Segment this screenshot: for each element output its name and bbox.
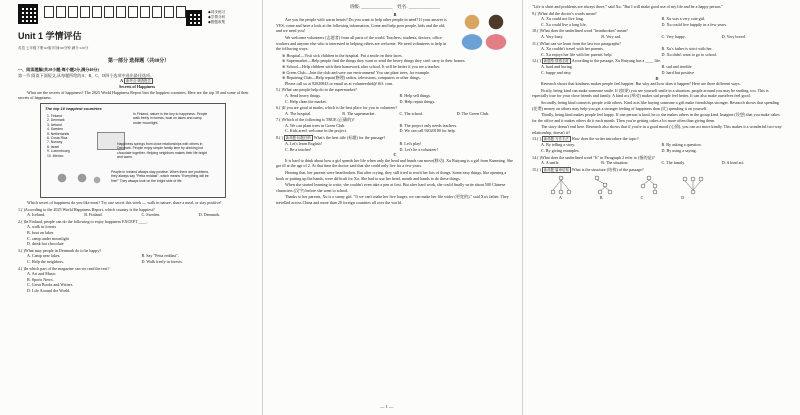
question-tag: 新命题·写作手法 (543, 137, 569, 142)
question-stem: 5.( )What can people help do in the supermarket? (276, 87, 357, 93)
answer-options (276, 123, 514, 134)
question-stem: 7.( )Which of the following is TRUE (正确的)? (276, 117, 355, 123)
answer-options (532, 34, 782, 40)
answer-option[interactable]: A. By telling a story. (541, 142, 576, 148)
column-2: 班级: ______________ 姓名: ______________ B Are you the people with warm hearts? Do you want to help other people in need? If your answer is YES, come and have a look at the following information. Come and help poor people, kids and the old, and we need you! We welcome volunteers (志愿者) from all parts of the world. Teachers, students, doctors, office workers and anyone else who is interested in helping others are welcome. We need volunteers to help in the following ways: ※ Hospital—Visit sick children in the hospital. Put a smile on their faces. ※ Supermarket—Help people find the things they want or send the heavy things they can't carry to their homes. ※ School—Help children with their homework after school. It will be better if you are a teacher. ※ Green Club—Join the club and save our environment! You can plant trees, for example. ※ Repairing Club—Help repair(修理) radios, televisions, computers or other things. Please call us at 92020843 or email us at volunteerkid@163. com. 5.( )What can people help do in the supermarket? A. Send heavy things. B. Help sell things. C. Help clean the market. D. Help repair things. 6.( )If you are good at maths, which is the best place for you to volunteer? A. The hospital. B. The supermarket. C. The school. D. The Green Club. 7.( )Which of the following is TRUE (正确的)? A. We can plant trees in Green Club. B. The project only needs teachers. C. Kids aren't welcome in the project. D. We can call 92020180 for help. 8.( ) 新命题·标题归纳 What's the best title (标题) for the passage? A. Let's learn English! B. Let's play! C. Be a teacher! D. Let's be a volunteer! C It is hard to think about how a girl spends her life when only the head and hands can move(移动). Xu Ruiyang is a girl from Kunming. She got ill at the age of 2. At that time the doctor said that she could only live for a few years. Hearing that, her parents were heartbroken. But after crying, they still tried to teach her lots of things. Some easy things, like opening a book or putting up the hands, were difficult for Xu. She had to use her head, mouth and hands to do these things. When she started learning to write, she couldn't even take a pen at first. But after hard work, she could finally write about 500 Chinese characters (汉字) before she went to school. Thanks to her parents, Xu is a sunny girl. "If we can't make her live longer, we can make her life wider (更宽的)," said Xu's father. They travelled across China and more than 20 foreign countries all over the world. (276, 4, 513, 205)
structure-diagram-a (548, 175, 574, 195)
answer-option[interactable]: C. The family. (661, 160, 686, 166)
question-6 (276, 105, 514, 116)
answer-option[interactable]: B. Help sell things. (399, 92, 431, 98)
answer-option[interactable]: B. boat on lakes (27, 229, 54, 235)
answer-option[interactable]: D. Walk freely in forests. (141, 258, 183, 264)
answer-options (532, 64, 782, 75)
question-8 (276, 135, 514, 152)
answer-option[interactable]: C. Very happy. (661, 33, 686, 39)
question-stem: 11.( )What can we learn from the last two paragraphs? (532, 40, 621, 46)
answer-option[interactable]: C. Kids aren't welcome in the project. (285, 128, 347, 134)
answer-options (18, 271, 256, 293)
happiness-infobox: The top 10 happiest countries 1. Finland 2. Denmark 3. Iceland 4. Sweden 5. Netherlands 6. Costa Rica 7. Norway 8. Israel 9. Luxembourg 10. Mexico In Finland, nature is the key to happiness. People walk freely in forests, boat on lakes and camp under moonlight. Happiness springs from close relationships with others in Denmark. People enjoy simple family time by drinking hot chocolate together. Helping neighbors makes their life bright and warm. People in Iceland always stay positive. When there are problems, they always say "Petta reddast", which means "Everything will be fine!" They always look on the bright side of life. (40, 103, 226, 198)
answer-option[interactable]: B. The supermarket. (342, 110, 376, 116)
answer-option[interactable]: A. Iceland. (27, 212, 46, 218)
answer-option[interactable]: C. The school. (399, 110, 424, 116)
question-14 (532, 155, 782, 166)
answer-option[interactable]: C. Xu could live a long life. (541, 21, 587, 27)
answer-option[interactable]: A. Xu could not live long. (541, 16, 584, 22)
question-12 (532, 58, 782, 75)
answer-option[interactable]: D. Help repair things. (399, 98, 436, 104)
answer-options (532, 160, 782, 166)
country-list: 1. Finland 2. Denmark 3. Iceland 4. Sweden 5. Netherlands 6. Costa Rica 7. Norway 8. Israel 9. Luxembourg 10. Mexico (47, 113, 70, 158)
answer-option[interactable]: C. Great Books and Writers. (27, 282, 74, 288)
people-illustration (47, 170, 107, 192)
answer-option[interactable]: D. Very bored. (721, 33, 746, 39)
answer-option[interactable]: A. walk in forests (27, 224, 57, 230)
question-9 (532, 11, 782, 28)
passage-a-p1: What are the secrets of happiness? The 2025 World Happiness Report lists the happiest countries. Here are the top 10 and some of their secrets of happiness. (18, 89, 249, 101)
question-4 (18, 266, 256, 294)
question-stem: 8.( ) 新命题·标题归纳 What's the best title (标题) for the passage? (276, 135, 386, 141)
question-stem: 4.( )In which part of the magazine can we read the text? (18, 265, 110, 271)
answer-option[interactable]: B. Xu's father is strict with her. (661, 46, 713, 52)
question-1 (18, 207, 256, 218)
question-stem: 12.( ) 新题型·情感态度 According to the passage, Xu Ruiyang has a ____ life. (532, 58, 661, 64)
answer-option[interactable]: D. By using a saying. (661, 148, 697, 154)
questions-d (532, 136, 782, 172)
answer-option[interactable]: C. Xu enjoys her life with her parents' help. (541, 51, 613, 57)
answer-options (532, 46, 782, 57)
answer-option[interactable]: A. The hospital. (285, 110, 312, 116)
questions-b (276, 87, 514, 152)
answer-option[interactable]: D. The Green Club. (456, 110, 490, 116)
question-15 (532, 167, 782, 173)
answer-options (276, 93, 514, 104)
answer-option[interactable]: A. Xu couldn't travel with her parents. (541, 46, 604, 52)
answer-option[interactable]: B. The project only needs teachers. (399, 122, 458, 128)
answer-option[interactable]: A. Very busy. (541, 33, 564, 39)
page-fold-left (262, 0, 263, 415)
answer-options (18, 224, 256, 246)
answer-option[interactable]: A. Camp near lakes. (27, 253, 61, 259)
answer-option[interactable]: C. camp under moonlight (27, 235, 69, 241)
question-2 (18, 219, 256, 247)
answer-option[interactable]: C. Help the neighbors. (27, 258, 64, 264)
question-13 (532, 136, 782, 153)
answer-option[interactable]: D. Let's be a volunteer! (399, 146, 438, 152)
page-fold-right (522, 0, 523, 415)
passage-a-title: Secrets of Happiness (118, 84, 156, 90)
answer-option[interactable]: D. Life Around the World. (27, 287, 71, 293)
answer-options (532, 16, 782, 27)
question-tag: 新命题·标题归纳 (285, 136, 311, 141)
answer-option[interactable]: A. Art and Music. (27, 271, 57, 277)
answer-option[interactable]: C. Sweden. (141, 212, 161, 218)
section-title: 第一部分 选择题（共80分） (108, 59, 170, 64)
answer-option[interactable]: B. Finland. (84, 212, 103, 218)
page-number: — 1 — (380, 404, 394, 409)
answer-options (276, 141, 514, 152)
answer-option[interactable]: C. happy and easy (541, 69, 572, 75)
question-stem: 3.( )What may people in Denmark do to be happy? (18, 247, 102, 253)
answer-options (18, 212, 256, 218)
question-stem: 10.( )What does the underlined word "heartbroken" mean? (532, 28, 628, 34)
question-stem: 14.( )What does the underlined word "It" in Paragraph 2 refer to (指的是)? (532, 154, 655, 160)
question-10 (532, 28, 782, 39)
column-3: "Life is short and problems are always there," said Xu. "But I will make good use of my life and be a happy person." 9.( )What did the doctor's words mean? A. Xu could not live long. B. Xu was a very cute girl. C. Xu could live a long life. D. Xu could live happily in a few years. 10.( )What does the underlined word "heartbroken" mean? A. Very busy. B. Very sad. C. Very happy. D. Very bored. 11.( )What can we learn from the last two paragraphs? A. Xu couldn't travel with her parents. B. Xu's father is strict with her. C. Xu enjoys her life with her parents' help. D. Xu didn't want to go to school. 12.( ) 新题型·情感态度 According to the passage, Xu Ruiyang has a ____ life. A. hard and boring B. sad and terrible C. happy and easy D. hard but positive D Research shows that kindness makes people feel happier. But why and how does it happen? Here are three different ways. Firstly, being kind can make someone smile. If (如果) you see yourself smile in a situation, people around you may be smiling, too. This is especially true for your close friends and family. A kind act (举动) makes sad people feel better. It can also make ourselves feel good. Secondly, being kind connects people with others. Kind acts like buying someone a gift make friendships stronger. Research shows that spending (花费) money on others may help you get a stronger feeling of happiness than (比) spending it on yourself. Thirdly, being kind makes people feel happy. If one person is kind, he or she makes others in the group kind. Imagine (设想) that you make cakes for the office and it makes others do it each month. Then you're getting cakes a lot more often than giving them. The story doesn't end here. Research also shows that if you're in a good mood (心情), you can act more kindly. This makes it a wonderful two-way relationship, doesn't it? 13.( ) 新命题·写作手法 How does the writer introduce the topic? A. By telling a story. B. By asking a question. C. By giving examples. D. By using a saying. 14.( )What does the underlined word "It" in Paragraph 2 refer to (指的是)? A. A smile. B. The situation. C. The family. D. A kind act. 15.( ) 新命题·篇章结构 What is the structure (结构) of the passage? A B C D (532, 4, 782, 200)
answer-option[interactable]: B. Say "Petta reddast". (141, 253, 179, 259)
structure-diagram-d (680, 175, 706, 195)
answer-option[interactable]: D. hard but positive (661, 69, 695, 75)
question-stem: 2.( )In Finland, people can do the following to enjoy happiness EXCEPT ____. (18, 218, 148, 224)
answer-options (276, 111, 514, 117)
question-11 (532, 41, 782, 58)
questions-c (532, 11, 782, 76)
question-stem: 15.( ) 新命题·篇章结构 What is the structure (结构) of the passage? (532, 166, 644, 172)
answer-option[interactable]: A. A smile. (541, 160, 560, 166)
answer-option[interactable]: D. Xu could live happily in a few years. (661, 21, 727, 27)
answer-option[interactable]: B. Sports News. (27, 276, 54, 282)
app-feature-list: ◆同步练习 ◆学情分析 ◆错题收集 (208, 10, 226, 24)
column-1 (18, 4, 256, 404)
app-qr-code-icon (186, 10, 202, 26)
question-stem: 9.( )What did the doctor's words mean? (532, 10, 597, 16)
answer-option[interactable]: A. hard and boring (541, 64, 572, 70)
answer-option[interactable]: A. We can plant trees in Green Club. (285, 122, 346, 128)
answer-option[interactable]: C. Be a teacher! (285, 146, 312, 152)
answer-option[interactable]: B. Let's play! (399, 141, 422, 147)
answer-option[interactable]: D. Xu didn't want to go to school. (661, 51, 717, 57)
name-bar: 班级: ______________ 姓名: ______________ (349, 4, 441, 9)
structure-diagrams (532, 175, 782, 195)
questions-a (18, 207, 256, 294)
question-3 (18, 248, 256, 265)
score-boxes (44, 6, 186, 18)
exam-meta: 英语 七年级下册 RJ版 时间:90分钟 满分:120分 (18, 46, 89, 50)
question-stem: 13.( ) 新命题·写作手法 How does the writer introduce the topic? (532, 136, 639, 142)
answer-option[interactable]: D. drink hot chocolate (27, 241, 64, 247)
unit-title: Unit 1 学情评估 (18, 31, 82, 41)
structure-diagram-b (592, 175, 618, 195)
qr-code-icon (18, 4, 38, 24)
question-tag: 新命题·篇章结构 (543, 167, 569, 172)
answer-option[interactable]: D. We can call 92020180 for help. (399, 128, 456, 134)
answer-option[interactable]: B. The situation. (601, 160, 629, 166)
answer-options (18, 253, 256, 264)
structure-diagram-c (636, 175, 662, 195)
answer-option[interactable]: D. A kind act. (721, 160, 745, 166)
question-7 (276, 117, 514, 134)
passage-a-p2: Which secret of happiness do you like most? Try one secret this week — walk in nature, share a meal, or stay positive! (27, 199, 222, 205)
answer-option[interactable]: D. Denmark. (198, 212, 221, 218)
question-5 (276, 87, 514, 104)
volunteer-kids-illustration (454, 10, 514, 50)
section-reading: 一、阅读理解(共20小题;每小题2分,满分40分) 第一节 阅读下面短文,从每题所给的A、B、C、D四个选项中选出最佳选项。 A 新考点·调查报告 Secrets of Happiness What are the secrets of happiness? The 2025 World Happiness Report lists the happiest countries. Here are the top 10 and some of their secrets of happiness. The top 10 happiest countries 1. Finland 2. Denmark 3. Iceland 4. Sweden 5. Netherlands 6. Costa Rica 7. Norway 8. Israel 9. Luxembourg 10. Mexico In Finland, nature is the key to happiness. People walk freely in forests, boat on lakes and camp under moonlight. Happiness springs from close relationships with others in Denmark. People enjoy simple family time by drinking hot chocolate together. Helping neighbors makes their life bright and warm. People in Iceland always stay positive. When there are problems, they always say "Petta reddast", which means "Everything will be fine!" They always look on the bright side of life. Which secret of happiness do you like most? Try one secret this week — walk in nature, share a meal, or stay positive! 1.( )According to the 2025 World Happiness Report, which country is the happiest? A. Iceland. B. Finland. C. Sweden. D. Denmark. 2.( )In Finland, people can do the following to enjoy happiness EXCEPT ____. A. walk in forests B. boat on lakes C. camp under moonlight D. drink hot chocolate 3.( )What may people in Denmark do to be happy? A. Camp near lakes. B. Say "Petta reddast". C. Help the neighbors. D. Walk freely in forests. 4.( )In which part of the magazine can we read the text? A. Art and Music. B. Sports News. C. Great Books and Writers. D. Life Around the World. (18, 67, 256, 293)
question-stem: 6.( )If you are good at maths, which is the best place for you to volunteer? (276, 105, 398, 111)
answer-option[interactable]: B. By asking a question. (661, 142, 702, 148)
question-stem: 1.( )According to the 2025 World Happiness Report, which country is the happiest? (18, 206, 155, 212)
answer-option[interactable]: B. Xu was a very cute girl. (661, 16, 706, 22)
answer-option[interactable]: C. Help clean the market. (285, 98, 327, 104)
answer-option[interactable]: B. Very sad. (601, 33, 622, 39)
answer-options (532, 142, 782, 153)
answer-option[interactable]: A. Send heavy things. (285, 92, 322, 98)
question-tag: 新题型·情感态度 (543, 59, 569, 64)
answer-option[interactable]: A. Let's learn English! (285, 141, 322, 147)
answer-option[interactable]: B. sad and terrible (661, 64, 692, 70)
answer-option[interactable]: C. By giving examples. (541, 148, 580, 154)
structure-labels: A B C D (559, 194, 685, 200)
